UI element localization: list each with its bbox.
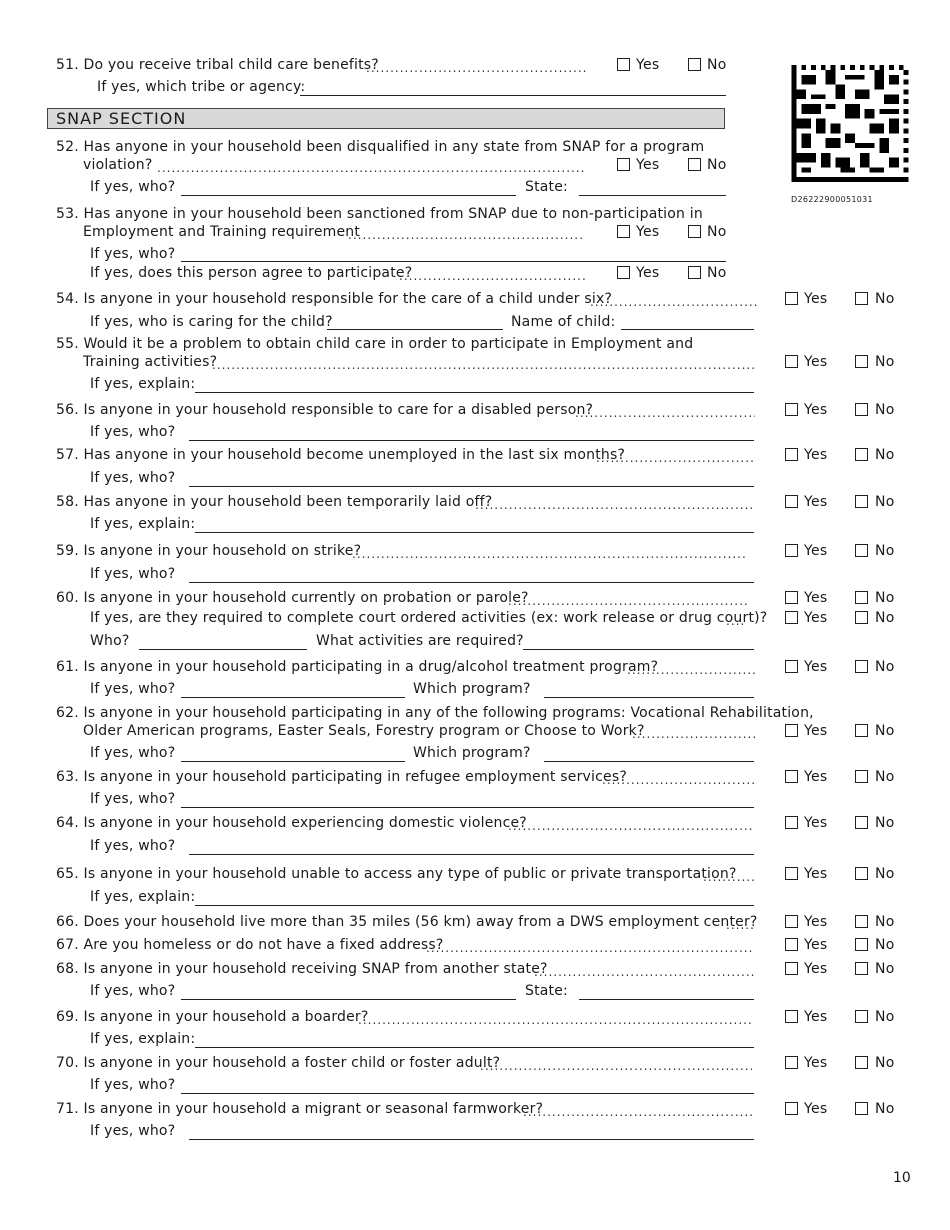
q60-activities-label: What activities are required?: [316, 633, 524, 649]
question-55-cont: Training activities?: [83, 354, 218, 370]
q63-yes-label: Yes: [804, 769, 828, 785]
q71-yes-checkbox[interactable]: [785, 1102, 798, 1115]
q57-no-checkbox[interactable]: [855, 448, 868, 461]
q69-yes-checkbox[interactable]: [785, 1010, 798, 1023]
q66-yes-checkbox[interactable]: [785, 915, 798, 928]
leader-dots: [348, 225, 584, 239]
q67-no-label: No: [875, 937, 895, 953]
q53-yes-label: Yes: [636, 224, 660, 240]
q59-no-checkbox[interactable]: [855, 544, 868, 557]
q68-state-label: State:: [525, 983, 568, 999]
q51-yes-checkbox[interactable]: [617, 58, 630, 71]
page-number: 10: [893, 1170, 911, 1186]
q55-explain-field[interactable]: [195, 392, 754, 393]
q59-yes-label: Yes: [804, 543, 828, 559]
q59-who-label: If yes, who?: [90, 566, 176, 582]
q61-program-label: Which program?: [413, 681, 531, 697]
q52-yes-label: Yes: [636, 157, 660, 173]
q70-no-label: No: [875, 1055, 895, 1071]
q62-yes-checkbox[interactable]: [785, 724, 798, 737]
q53-yes-checkbox[interactable]: [617, 225, 630, 238]
question-53-cont: Employment and Training requirement: [83, 224, 361, 240]
q61-who-label: If yes, who?: [90, 681, 176, 697]
question-66: 66. Does your household live more than 35 miles (56 km) away from a DWS employment center?: [56, 914, 758, 930]
q70-who-field[interactable]: [181, 1093, 754, 1094]
q59-no-label: No: [875, 543, 895, 559]
question-62-cont: Older American programs, Easter Seals, Forestry program or Choose to Work?: [83, 723, 645, 739]
leader-dots: [627, 660, 755, 674]
q57-who-label: If yes, who?: [90, 470, 176, 486]
q56-yes-label: Yes: [804, 402, 828, 418]
question-71: 71. Is anyone in your household a migrant or seasonal farmworker?: [56, 1101, 544, 1117]
question-64: 64. Is anyone in your household experiencing domestic violence?: [56, 815, 527, 831]
question-59: 59. Is anyone in your household on strike?: [56, 543, 362, 559]
q70-no-checkbox[interactable]: [855, 1056, 868, 1069]
q56-yes-checkbox[interactable]: [785, 403, 798, 416]
q62-yes-label: Yes: [804, 723, 828, 739]
q67-yes-label: Yes: [804, 937, 828, 953]
leader-dots: [726, 611, 746, 625]
leader-dots: [157, 158, 585, 172]
q57-yes-checkbox[interactable]: [785, 448, 798, 461]
question-57: 57. Has anyone in your household become unemployed in the last six months?: [56, 447, 626, 463]
leader-dots: [366, 58, 586, 72]
q58-no-checkbox[interactable]: [855, 495, 868, 508]
q53-no-label: No: [707, 224, 727, 240]
question-67: 67. Are you homeless or do not have a fixed address?: [56, 937, 444, 953]
q52-who-field[interactable]: [181, 195, 516, 196]
q66-no-label: No: [875, 914, 895, 930]
q68-yes-checkbox[interactable]: [785, 962, 798, 975]
q58-explain-label: If yes, explain:: [90, 516, 196, 532]
q66-no-checkbox[interactable]: [855, 915, 868, 928]
q67-yes-checkbox[interactable]: [785, 938, 798, 951]
barcode-number: D26222900051031: [791, 195, 873, 204]
question-61: 61. Is anyone in your household participating in a drug/alcohol treatment program?: [56, 659, 659, 675]
leader-dots: [508, 816, 754, 830]
q69-yes-label: Yes: [804, 1009, 828, 1025]
q52-no-label: No: [707, 157, 727, 173]
q64-yes-label: Yes: [804, 815, 828, 831]
q63-no-checkbox[interactable]: [855, 770, 868, 783]
q60b-no-label: No: [875, 610, 895, 626]
q52-no-checkbox[interactable]: [688, 158, 701, 171]
question-58: 58. Has anyone in your household been temporarily laid off?: [56, 494, 493, 510]
q51-tribe-label: If yes, which tribe or agency:: [97, 79, 306, 95]
q71-who-field[interactable]: [189, 1139, 754, 1140]
q55-explain-label: If yes, explain:: [90, 376, 196, 392]
q64-no-label: No: [875, 815, 895, 831]
leader-dots: [426, 938, 754, 952]
q54-no-checkbox[interactable]: [855, 292, 868, 305]
q62-who-label: If yes, who?: [90, 745, 176, 761]
q51-no-label: No: [707, 57, 727, 73]
q60-no-label: No: [875, 590, 895, 606]
q56-who-label: If yes, who?: [90, 424, 176, 440]
q64-who-label: If yes, who?: [90, 838, 176, 854]
question-55: 55. Would it be a problem to obtain child care in order to participate in Employment and: [56, 336, 694, 352]
q64-yes-checkbox[interactable]: [785, 816, 798, 829]
q56-no-label: No: [875, 402, 895, 418]
leader-dots: [602, 770, 754, 784]
q54-child-label: Name of child:: [511, 314, 616, 330]
question-56: 56. Is anyone in your household responsible to care for a disabled person?: [56, 402, 594, 418]
q65-explain-label: If yes, explain:: [90, 889, 196, 905]
q60-yes-label: Yes: [804, 590, 828, 606]
question-51: 51. Do you receive tribal child care benefits?: [56, 57, 379, 73]
leader-dots: [475, 495, 755, 509]
section-header: [47, 108, 725, 129]
q68-state-field[interactable]: [579, 999, 754, 1000]
q54-caring-label: If yes, who is caring for the child?: [90, 314, 333, 330]
q51-yes-label: Yes: [636, 57, 660, 73]
q60-court-question: If yes, are they required to complete court ordered activities (ex: work release or drug court)?: [90, 610, 768, 626]
q54-child-field[interactable]: [621, 329, 754, 330]
q62-who-field[interactable]: [181, 761, 405, 762]
leader-dots: [590, 292, 758, 306]
q71-no-label: No: [875, 1101, 895, 1117]
q54-no-label: No: [875, 291, 895, 307]
section-title: SNAP SECTION: [56, 109, 187, 128]
leader-dots: [508, 591, 750, 605]
q57-who-field[interactable]: [189, 486, 754, 487]
leader-dots: [703, 867, 755, 881]
question-60: 60. Is anyone in your household currently on probation or parole?: [56, 590, 529, 606]
q51-no-checkbox[interactable]: [688, 58, 701, 71]
q70-who-label: If yes, who?: [90, 1077, 176, 1093]
q53b-yes-label: Yes: [636, 265, 660, 281]
q64-no-checkbox[interactable]: [855, 816, 868, 829]
leader-dots: [480, 1056, 752, 1070]
q52-state-field[interactable]: [579, 195, 726, 196]
q60b-no-checkbox[interactable]: [855, 611, 868, 624]
q60-no-checkbox[interactable]: [855, 591, 868, 604]
q53b-yes-checkbox[interactable]: [617, 266, 630, 279]
question-53: 53. Has anyone in your household been sanctioned from SNAP due to non-participation in: [56, 206, 703, 222]
leader-dots: [596, 448, 754, 462]
q61-no-checkbox[interactable]: [855, 660, 868, 673]
q63-who-label: If yes, who?: [90, 791, 176, 807]
q62-no-checkbox[interactable]: [855, 724, 868, 737]
q58-yes-label: Yes: [804, 494, 828, 510]
q53b-no-checkbox[interactable]: [688, 266, 701, 279]
q69-explain-field[interactable]: [195, 1047, 754, 1048]
question-68: 68. Is anyone in your household receiving SNAP from another state?: [56, 961, 548, 977]
question-70: 70. Is anyone in your household a foster child or foster adult?: [56, 1055, 501, 1071]
q65-explain-field[interactable]: [195, 905, 754, 906]
q58-no-label: No: [875, 494, 895, 510]
q63-no-label: No: [875, 769, 895, 785]
q51-tribe-field[interactable]: [300, 95, 726, 96]
q55-no-label: No: [875, 354, 895, 370]
q63-yes-checkbox[interactable]: [785, 770, 798, 783]
question-62: 62. Is anyone in your household participating in any of the following programs: Vocational Rehabilitation,: [56, 705, 814, 721]
leader-dots: [523, 1102, 753, 1116]
q65-yes-checkbox[interactable]: [785, 867, 798, 880]
question-54: 54. Is anyone in your household responsible for the care of a child under six?: [56, 291, 613, 307]
q71-no-checkbox[interactable]: [855, 1102, 868, 1115]
q60b-yes-label: Yes: [804, 610, 828, 626]
leader-dots: [632, 724, 755, 738]
q65-yes-label: Yes: [804, 866, 828, 882]
q68-no-label: No: [875, 961, 895, 977]
q60-yes-checkbox[interactable]: [785, 591, 798, 604]
leader-dots: [575, 403, 755, 417]
q70-yes-label: Yes: [804, 1055, 828, 1071]
q56-no-checkbox[interactable]: [855, 403, 868, 416]
q57-no-label: No: [875, 447, 895, 463]
q60-who-field[interactable]: [139, 649, 307, 650]
question-69: 69. Is anyone in your household a boarder?: [56, 1009, 369, 1025]
q57-yes-label: Yes: [804, 447, 828, 463]
q69-no-label: No: [875, 1009, 895, 1025]
q53-who-field[interactable]: [181, 261, 726, 262]
q53-who-label: If yes, who?: [90, 246, 176, 262]
question-52-cont: violation?: [83, 157, 153, 173]
q63-who-field[interactable]: [181, 807, 754, 808]
q54-yes-label: Yes: [804, 291, 828, 307]
q55-yes-label: Yes: [804, 354, 828, 370]
q59-who-field[interactable]: [189, 582, 754, 583]
question-63: 63. Is anyone in your household participating in refugee employment services?: [56, 769, 627, 785]
leader-dots: [726, 915, 754, 929]
q68-no-checkbox[interactable]: [855, 962, 868, 975]
q64-who-field[interactable]: [189, 854, 754, 855]
q53-agree-label: If yes, does this person agree to participate?: [90, 265, 413, 281]
q56-who-field[interactable]: [189, 440, 754, 441]
q71-yes-label: Yes: [804, 1101, 828, 1117]
q60b-yes-checkbox[interactable]: [785, 611, 798, 624]
q67-no-checkbox[interactable]: [855, 938, 868, 951]
q62-no-label: No: [875, 723, 895, 739]
2d-barcode: [791, 65, 909, 182]
leader-dots: [399, 266, 586, 280]
q65-no-checkbox[interactable]: [855, 867, 868, 880]
q52-yes-checkbox[interactable]: [617, 158, 630, 171]
q55-no-checkbox[interactable]: [855, 355, 868, 368]
q54-yes-checkbox[interactable]: [785, 292, 798, 305]
q62-program-field[interactable]: [544, 761, 754, 762]
leader-dots: [352, 544, 748, 558]
leader-dots: [534, 962, 754, 976]
q59-yes-checkbox[interactable]: [785, 544, 798, 557]
q61-who-field[interactable]: [181, 697, 405, 698]
q58-explain-field[interactable]: [195, 532, 754, 533]
question-52: 52. Has anyone in your household been disqualified in any state from SNAP for a program: [56, 139, 705, 155]
question-65: 65. Is anyone in your household unable to access any type of public or private transportation?: [56, 866, 737, 882]
q54-caring-field[interactable]: [327, 329, 503, 330]
q61-program-field[interactable]: [544, 697, 754, 698]
q62-program-label: Which program?: [413, 745, 531, 761]
q61-no-label: No: [875, 659, 895, 675]
q55-yes-checkbox[interactable]: [785, 355, 798, 368]
q53b-no-label: No: [707, 265, 727, 281]
q68-who-label: If yes, who?: [90, 983, 176, 999]
q61-yes-label: Yes: [804, 659, 828, 675]
q65-no-label: No: [875, 866, 895, 882]
q68-yes-label: Yes: [804, 961, 828, 977]
q58-yes-checkbox[interactable]: [785, 495, 798, 508]
q60-activities-field[interactable]: [523, 649, 754, 650]
q69-no-checkbox[interactable]: [855, 1010, 868, 1023]
q61-yes-checkbox[interactable]: [785, 660, 798, 673]
q68-who-field[interactable]: [181, 999, 516, 1000]
q52-who-label: If yes, who?: [90, 179, 176, 195]
q71-who-label: If yes, who?: [90, 1123, 176, 1139]
q69-explain-label: If yes, explain:: [90, 1031, 196, 1047]
q66-yes-label: Yes: [804, 914, 828, 930]
q70-yes-checkbox[interactable]: [785, 1056, 798, 1069]
q60-who-label: Who?: [90, 633, 130, 649]
leader-dots: [212, 355, 756, 369]
q52-state-label: State:: [525, 179, 568, 195]
q53-no-checkbox[interactable]: [688, 225, 701, 238]
leader-dots: [358, 1010, 752, 1024]
